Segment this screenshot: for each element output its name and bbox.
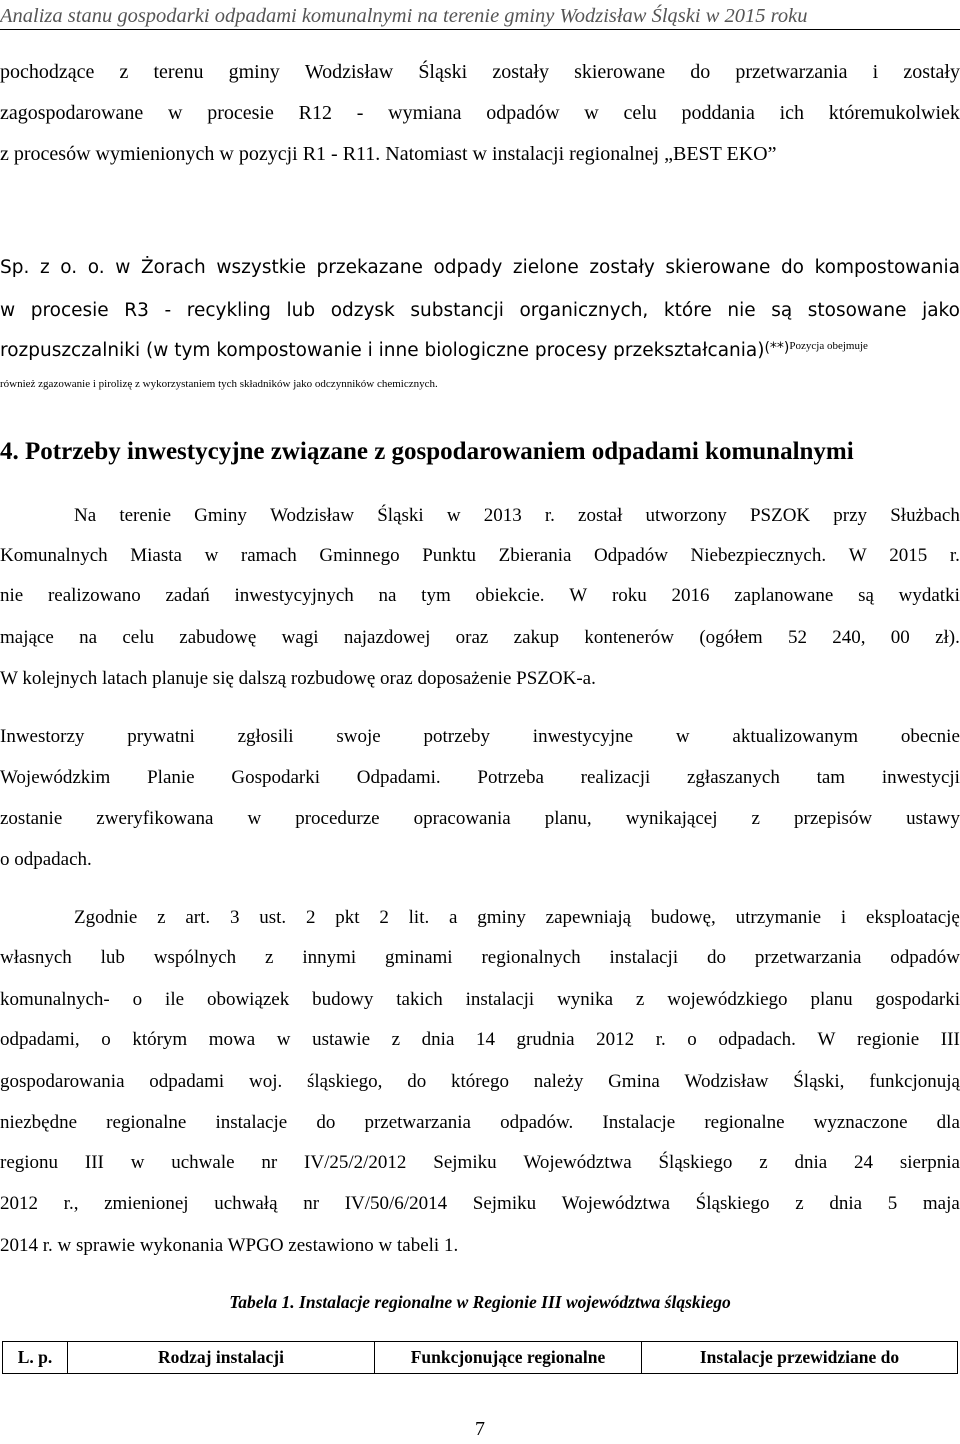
s4-p3-line-7: regionu III w uchwale nr IV/25/2/2012 Sejmiku Województwa Śląskiego z dnia 24 sierpnia: [0, 1152, 960, 1173]
s4-p1-line-1: Na terenie Gminy Wodzisław Śląski w 2013 r. został utworzony PSZOK przy Służbach: [74, 505, 960, 526]
p2-line-3-text: rozpuszczalniki (w tym kompostowanie i inne biologiczne procesy przekształcania): [0, 340, 765, 361]
s4-p3-line-9: 2014 r. w sprawie wykonania WPGO zestawiono w tabeli 1.: [0, 1235, 459, 1256]
p1-line-3: z procesów wymienionych w pozycji R1 - R11. Natomiast w instalacji regionalnej „BEST EKO”: [0, 143, 777, 165]
page-number: 7: [475, 1418, 485, 1440]
s4-p2-line-4: o odpadach.: [0, 849, 92, 870]
footnote-start: Pozycja obejmuje: [789, 340, 868, 352]
s4-p1-line-4: mające na celu zabudowę wagi najazdowej oraz zakup kontenerów (ogółem 52 240, 00 zł).: [0, 627, 960, 648]
running-header: [0, 3, 960, 30]
table-header-row: [3, 1342, 958, 1374]
footnote-mark: (**): [764, 340, 790, 356]
s4-p3-line-1: Zgodnie z art. 3 ust. 2 pkt 2 lit. a gminy zapewniają budowę, utrzymanie i eksploatację: [74, 907, 960, 928]
s4-p3-line-2: własnych lub wspólnych z innymi gminami regionalnych instalacji do przetwarzania odpadów: [0, 947, 960, 968]
p2-line-2: w procesie R3 - recykling lub odzysk substancji organicznych, które nie są stosowane jako: [0, 300, 960, 321]
s4-p1-line-5: W kolejnych latach planuje się dalszą rozbudowę oraz doposażenie PSZOK-a.: [0, 668, 596, 689]
s4-p2-line-1: Inwestorzy prywatni zgłosili swoje potrzeby inwestycyjne w aktualizowanym obecnie: [0, 726, 960, 747]
regional-installations-table: [2, 1341, 958, 1374]
footnote-continuation: również zgazowanie i pirolizę z wykorzystaniem tych składników jako odczynników chemicznych.: [0, 378, 438, 390]
table-caption: Tabela 1. Instalacje regionalne w Regionie III województwa śląskiego: [229, 1292, 731, 1312]
s4-p3-line-5: gospodarowania odpadami woj. śląskiego, do którego należy Gmina Wodzisław Śląski, funkcjonują: [0, 1071, 960, 1092]
s4-p1-line-2: Komunalnych Miasta w ramach Gminnego Punktu Zbierania Odpadów Niebezpiecznych. W 2015 r.: [0, 545, 960, 566]
p2-line-3: [0, 340, 960, 361]
col-funkcjonujace-regionalne: Funkcjonujące regionalne: [375, 1342, 642, 1374]
col-rodzaj-instalacji: Rodzaj instalacji: [68, 1342, 375, 1374]
col-lp: L. p.: [3, 1342, 68, 1374]
s4-p2-line-3: zostanie zweryfikowana w procedurze opracowania planu, wynikającej z przepisów ustawy: [0, 808, 960, 829]
s4-p3-line-4: odpadami, o którym mowa w ustawie z dnia 14 grudnia 2012 r. o odpadach. W regionie III: [0, 1029, 960, 1050]
running-title: Analiza stanu gospodarki odpadami komunalnymi na terenie gminy Wodzisław Śląski w 2015 roku: [0, 5, 808, 27]
s4-p1-line-3: nie realizowano zadań inwestycyjnych na tym obiekcie. W roku 2016 zaplanowane są wydatki: [0, 585, 960, 606]
p1-line-2: zagospodarowane w procesie R12 - wymiana odpadów w celu poddania ich któremukolwiek: [0, 102, 960, 124]
col-instalacje-przewidziane: Instalacje przewidziane do: [642, 1342, 958, 1374]
s4-p3-line-3: komunalnych- o ile obowiązek budowy takich instalacji wynika z wojewódzkiego planu gospodarki: [0, 989, 960, 1010]
s4-p3-line-8: 2012 r., zmienionej uchwałą nr IV/50/6/2014 Sejmiku Województwa Śląskiego z dnia 5 maja: [0, 1193, 960, 1214]
s4-p3-line-6: niezbędne regionalne instalacje do przetwarzania odpadów. Instalacje regionalne wyznaczone dla: [0, 1112, 960, 1133]
p2-line-1: Sp. z o. o. w Żorach wszystkie przekazane odpady zielone zostały skierowane do kompostowania: [0, 257, 960, 278]
section-heading: 4. Potrzeby inwestycyjne związane z gospodarowaniem odpadami komunalnymi: [0, 438, 854, 465]
s4-p2-line-2: Wojewódzkim Planie Gospodarki Odpadami. Potrzeba realizacji zgłaszanych tam inwestycji: [0, 767, 960, 788]
p1-line-1: pochodzące z terenu gminy Wodzisław Śląski zostały skierowane do przetwarzania i zostały: [0, 61, 960, 83]
